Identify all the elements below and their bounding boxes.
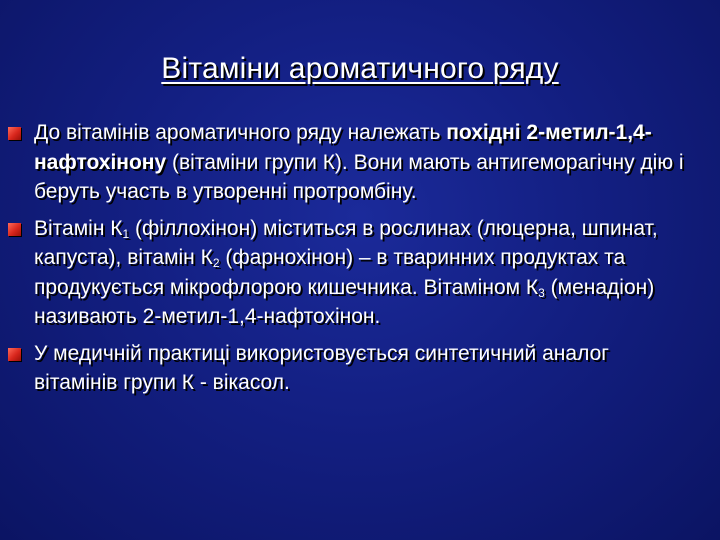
bullet-item-3 (8, 339, 698, 398)
item-1-bold-text: похідні 2-метил-1,4-нафтохінону (34, 121, 652, 174)
item-2-sub-3: 3 (538, 285, 545, 300)
red-square-bullet-icon (8, 127, 21, 140)
item-1-text-cont: (вітаміни групи К). Вони мають антигеморагічну дію і беруть участь в утворенні протромбіну. (34, 150, 684, 203)
item-2-text-b: (філлохінон) міститься в рослинах (люцерна, шпинат, капуста), вітамін К (34, 216, 658, 269)
red-square-bullet-icon (8, 223, 21, 236)
item-2-sub-1: 1 (122, 226, 130, 241)
bullet-item-2 (8, 214, 698, 332)
item-3-text: У медичній практиці використовується синтетичний аналог вітамінів групи К - вікасол. (34, 341, 609, 394)
item-2-text-d: (менадіон) називають 2-метил-1,4-нафтохінон. (34, 275, 655, 328)
red-square-bullet-icon (8, 348, 21, 361)
bullet-item-1 (8, 118, 698, 207)
slide-title: Вітаміни ароматичного ряду (161, 52, 559, 85)
item-2-text-c: (фарнохінон) – в тваринних продуктах та продукується мікрофлорою кишечника. Вітаміном К (34, 246, 626, 299)
item-1-text: До вітамінів ароматичного ряду належать (34, 121, 447, 144)
item-2-text-a: Вітамін К (34, 216, 123, 240)
item-2-sub-2: 2 (212, 256, 220, 270)
bullet-list (8, 118, 698, 405)
